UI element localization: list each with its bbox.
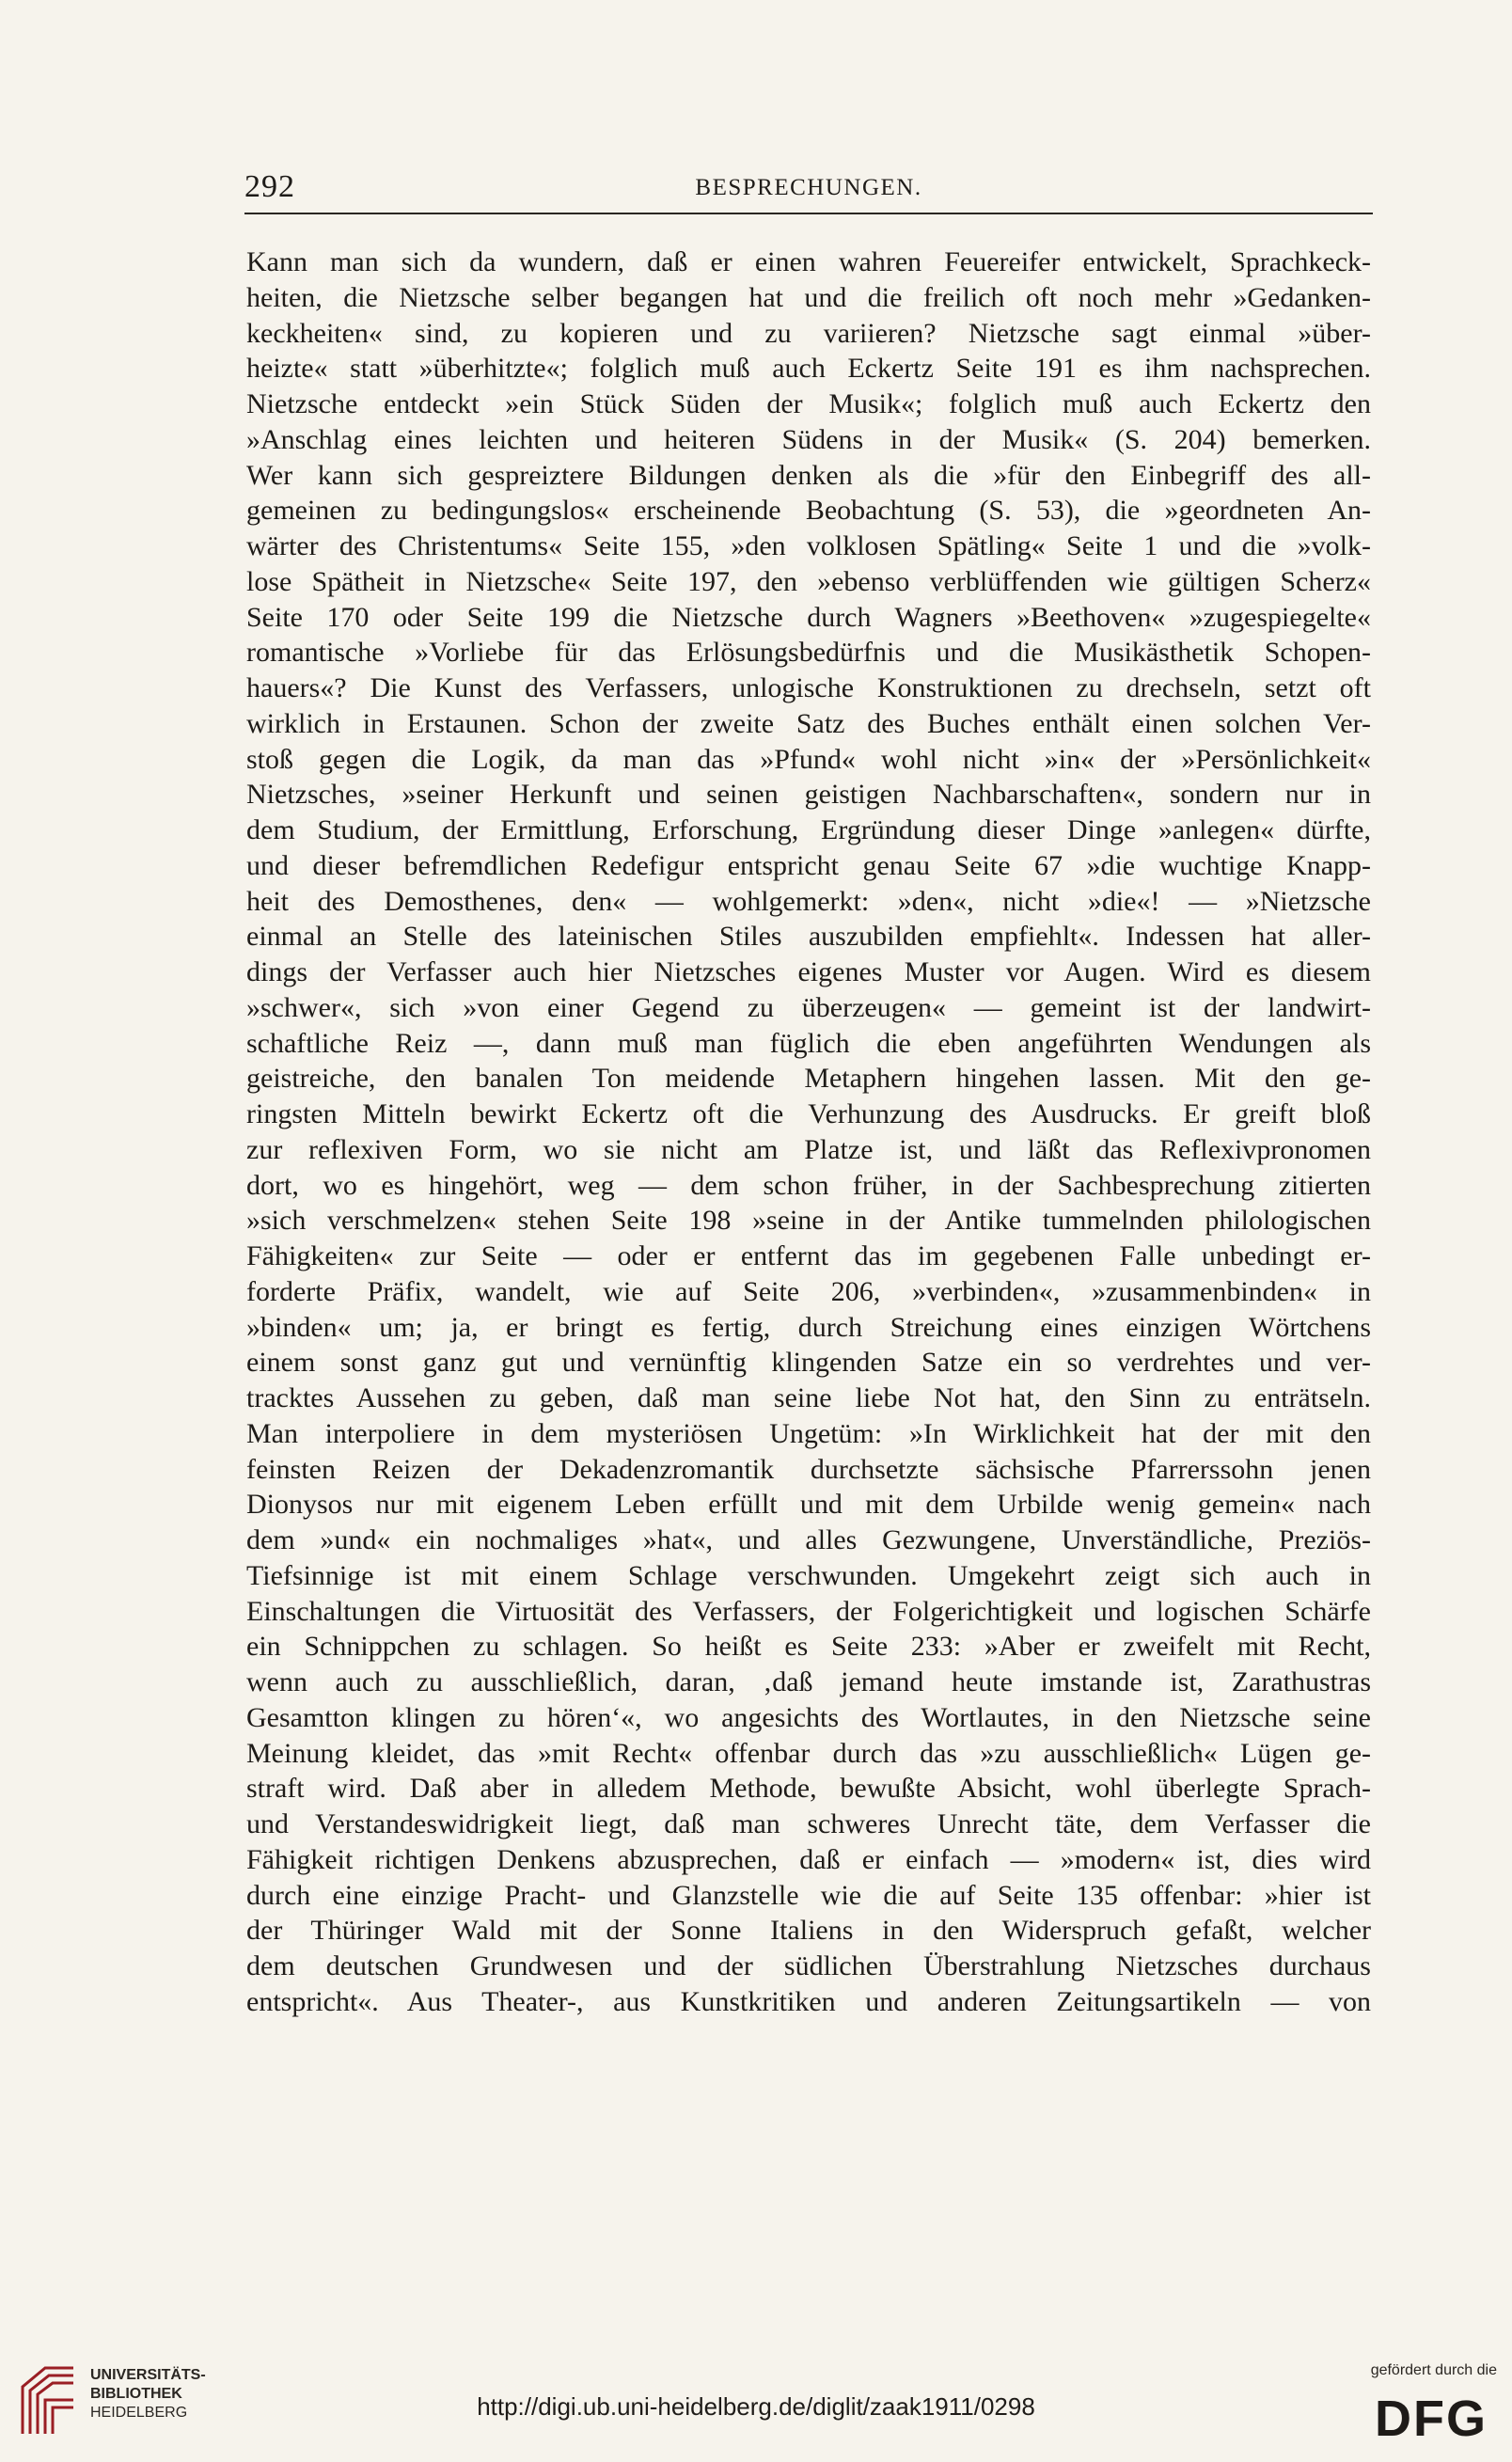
text-line: dings der Verfasser auch hier Nietzsches eigenes Muster vor Augen. Wird es diesem <box>246 956 1371 987</box>
text-line: forderte Präfix, wandelt, wie auf Seite 206, »verbinden«, »zusammenbinden« in <box>246 1275 1371 1307</box>
text-line: durch eine einzige Pracht- und Glanzstelle wie die auf Seite 135 offenbar: »hier ist <box>246 1879 1371 1911</box>
text-line: heizte« statt »überhitzte«; folglich muß auch Eckertz Seite 191 es ihm nachsprechen. <box>246 353 1371 385</box>
text-line: stoß gegen die Logik, da man das »Pfund« wohl nicht »in« der »Persönlichkeit« <box>246 743 1371 775</box>
source-url[interactable] <box>0 2392 1512 2422</box>
running-head: BESPRECHUNGEN. <box>695 175 922 200</box>
text-line: Seite 170 oder Seite 199 die Nietzsche durch Wagners »Beethoven« »zugespiegelte« <box>246 601 1371 633</box>
library-line-2: BIBLIOTHEK <box>90 2386 182 2402</box>
text-line: romantische »Vorliebe für das Erlösungsbedürfnis und die Musikästhetik Schopen- <box>246 637 1371 669</box>
source-url-text[interactable]: http://digi.ub.uni-heidelberg.de/diglit/zaak1911/0298 <box>477 2392 1035 2421</box>
text-line: »binden« um; ja, er bringt es fertig, durch Streichung eines einzigen Wörtchens <box>246 1311 1371 1343</box>
text-line: geistreiche, den banalen Ton meidende Metaphern hingehen lassen. Mit den ge- <box>246 1063 1371 1095</box>
text-line: straft wird. Daß aber in alledem Methode, bewußte Absicht, wohl überlegte Sprach- <box>246 1773 1371 1805</box>
text-line: zur reflexiven Form, wo sie nicht am Platze ist, und läßt das Reflexivpronomen <box>246 1133 1371 1165</box>
text-line: dort, wo es hingehört, weg — dem schon früher, in der Sachbesprechung zitierten <box>246 1169 1371 1201</box>
text-line: Fähigkeit richtigen Denkens abzusprechen, daß er einfach — »modern« ist, dies wird <box>246 1843 1371 1875</box>
text-line: Kann man sich da wundern, daß er einen wahren Feuereifer entwickelt, Sprachkeck- <box>246 246 1371 277</box>
text-line: ein Schnippchen zu schlagen. So heißt es Seite 233: »Aber er zweifelt mit Recht, <box>246 1631 1371 1663</box>
text-line: heiten, die Nietzsche selber begangen hat und die freilich oft noch mehr »Gedanken- <box>246 281 1371 313</box>
text-line: ringsten Mitteln bewirkt Eckertz oft die Verhunzung des Ausdrucks. Er greift bloß <box>246 1098 1371 1129</box>
library-line-1: UNIVERSITÄTS- <box>90 2367 206 2383</box>
library-line-3: HEIDELBERG <box>90 2405 188 2421</box>
text-line: »schwer«, sich »von einer Gegend zu überzeugen« — gemeint ist der landwirt- <box>246 991 1371 1023</box>
text-line: Nietzsches, »seiner Herkunft und seinen geistigen Nachbarschaften«, sondern nur in <box>246 779 1371 811</box>
text-line: Fähigkeiten« zur Seite — oder er entfernt das im gegebenen Falle unbedingt er- <box>246 1240 1371 1271</box>
text-line: heit des Demosthenes, den« — wohlgemerkt: »den«, nicht »die«! — »Nietzsche <box>246 885 1371 917</box>
text-line: keckheiten« sind, zu kopieren und zu variieren? Nietzsche sagt einmal »über- <box>246 317 1371 349</box>
text-line: Dionysos nur mit eigenem Leben erfüllt und mit dem Urbilde wenig gemein« nach <box>246 1489 1371 1521</box>
text-line: »Anschlag eines leichten und heiteren Südens in der Musik« (S. 204) bemerken. <box>246 423 1371 455</box>
text-line: hauers«? Die Kunst des Verfassers, unlogische Konstruktionen zu drechseln, setzt oft <box>246 672 1371 703</box>
funder-caption: gefördert durch die <box>1370 2362 1497 2378</box>
page-number: 292 <box>244 169 295 204</box>
text-line: lose Spätheit in Nietzsche« Seite 197, den »ebenso verblüffenden wie gültigen Scherz« <box>246 565 1371 597</box>
text-line: dem deutschen Grundwesen und der südlichen Überstrahlung Nietzsches durchaus <box>246 1950 1371 1981</box>
text-line: Meinung kleidet, das »mit Recht« offenbar durch das »zu ausschließlich« Lügen ge- <box>246 1737 1371 1769</box>
text-line: dem Studium, der Ermittlung, Erforschung, Ergründung dieser Dinge »anlegen« dürfte, <box>246 814 1371 845</box>
text-line: dem »und« ein nochmaliges »hat«, und alles Gezwungene, Unverständliche, Preziös- <box>246 1524 1371 1555</box>
body-text <box>246 245 1371 2020</box>
text-line: Wer kann sich gespreiztere Bildungen denken als die »für den Einbegriff des all- <box>246 459 1371 491</box>
text-line: wirklich in Erstaunen. Schon der zweite Satz des Buches enthält einen solchen Ver- <box>246 707 1371 739</box>
page-header <box>244 166 1373 214</box>
text-line: einmal an Stelle des lateinischen Stiles auszubilden empfiehlt«. Indessen hat aller- <box>246 921 1371 953</box>
text-line: Nietzsche entdeckt »ein Stück Süden der Musik«; folglich muß auch Eckertz den <box>246 388 1371 419</box>
text-line: der Thüringer Wald mit der Sonne Italiens in den Widerspruch gefaßt, welcher <box>246 1915 1371 1947</box>
text-line: einem sonst ganz gut und vernünftig klingenden Satze ein so verdrehtes und ver- <box>246 1347 1371 1379</box>
text-line: Einschaltungen die Virtuosität des Verfassers, der Folgerichtigkeit und logischen Schärfe <box>246 1595 1371 1627</box>
text-line: wenn auch zu ausschließlich, daran, ‚daß jemand heute imstande ist, Zarathustras <box>246 1666 1371 1697</box>
text-line: entspricht«. Aus Theater-, aus Kunstkritiken und anderen Zeitungsartikeln — von <box>246 1985 1371 2017</box>
text-line: tracktes Aussehen zu geben, daß man seine liebe Not hat, den Sinn zu enträtseln. <box>246 1382 1371 1413</box>
text-line: und dieser befremdlichen Redefigur entspricht genau Seite 67 »die wuchtige Knapp- <box>246 849 1371 881</box>
text-line: Gesamtton klingen zu hören‘«, wo angesichts des Wortlautes, in den Nietzsche seine <box>246 1701 1371 1733</box>
dfg-logo-text: DFG <box>1375 2391 1488 2441</box>
dfg-logo-icon <box>1365 2391 1497 2441</box>
text-line: »sich verschmelzen« stehen Seite 198 »seine in der Antike tummelnden philologischen <box>246 1205 1371 1237</box>
text-line: Man interpoliere in dem mysteriösen Ungetüm: »In Wirklichkeit hat der mit den <box>246 1417 1371 1449</box>
text-line: gemeinen zu bedingungslos« erscheinende Beobachtung (S. 53), die »geordneten An- <box>246 495 1371 527</box>
text-line: wärter des Christentums« Seite 155, »den volklosen Spätling« Seite 1 und die »volk- <box>246 530 1371 561</box>
text-line: feinsten Reizen der Dekadenzromantik durchsetzte sächsische Pfarrerssohn jenen <box>246 1453 1371 1485</box>
text-line: schaftliche Reiz —, dann muß man füglich die eben angeführten Wendungen als <box>246 1027 1371 1059</box>
text-line: und Verstandeswidrigkeit liegt, daß man schweres Unrecht täte, dem Verfasser die <box>246 1808 1371 1839</box>
funder-logo <box>1335 2362 1504 2447</box>
text-line: Tiefsinnige ist mit einem Schlage verschwunden. Umgekehrt zeigt sich auch in <box>246 1559 1371 1591</box>
